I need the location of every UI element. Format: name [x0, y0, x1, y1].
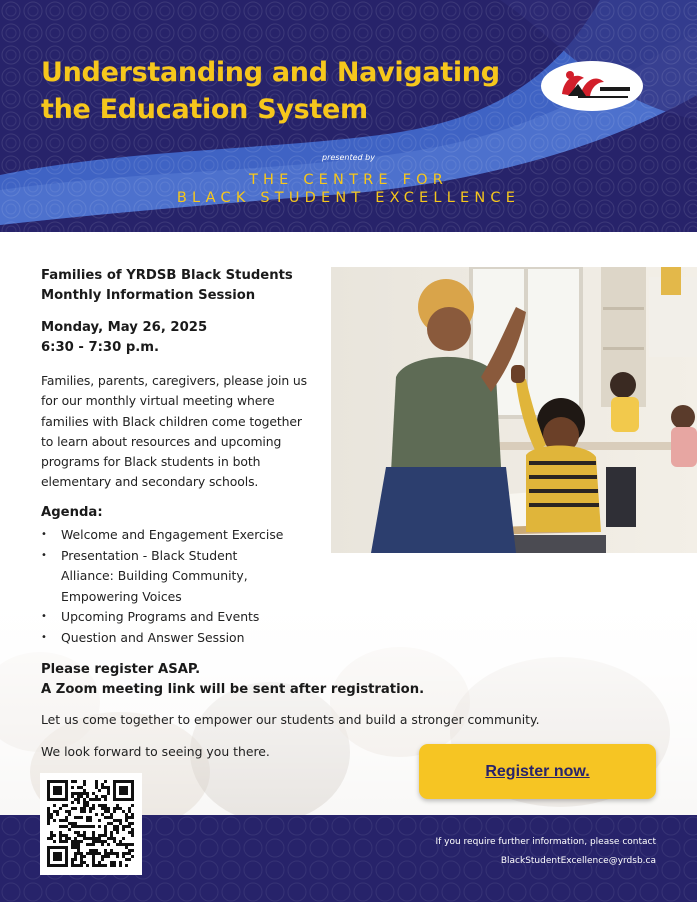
register-notice-line-2: A Zoom meeting link will be sent after registration.	[41, 682, 425, 697]
session-time: 6:30 - 7:30 p.m.	[41, 340, 160, 355]
session-datetime	[41, 318, 331, 358]
centre-name-line-2: BLACK STUDENT EXCELLENCE	[176, 190, 521, 206]
agenda-item	[41, 546, 261, 608]
centre-name-line-1: THE CENTRE FOR	[249, 172, 448, 188]
register-notice-line-1: Please register ASAP.	[41, 662, 201, 677]
agenda-item-text: Presentation - Black Student Alliance: Building Community, Empowering Voices	[61, 547, 248, 604]
register-now-button[interactable]	[419, 744, 656, 799]
register-now-label: Register now.	[485, 762, 590, 780]
community-message: Let us come together to empower our students and build a stronger community.	[41, 712, 540, 727]
title-line-2: the Education System	[41, 94, 368, 125]
title-line-1: Understanding and Navigating	[41, 57, 500, 88]
register-notice	[41, 660, 601, 700]
contact-prompt: If you require further information, please contact	[435, 837, 656, 847]
session-intro: Families, parents, caregivers, please join us for our monthly virtual meeting where families with Black children come together to learn about resources and upcoming programs for Black students in both elementary and secondary schools.	[41, 373, 308, 490]
york-region-board-logo	[540, 60, 644, 112]
presented-by-label: presented by	[322, 153, 375, 162]
session-date: Monday, May 26, 2025	[41, 320, 208, 335]
agenda-list	[41, 525, 331, 648]
contact-info	[435, 833, 656, 871]
agenda-item: • Question and Answer Session	[41, 628, 331, 649]
agenda-item: • Welcome and Engagement Exercise	[41, 525, 331, 546]
session-heading-line-2: Monthly Information Session	[41, 288, 256, 303]
session-heading	[41, 266, 331, 306]
closing-message: We look forward to seeing you there.	[41, 744, 270, 759]
session-heading-line-1: Families of YRDSB Black Students	[41, 268, 293, 283]
contact-email-link[interactable]: BlackStudentExcellence@yrdsb.ca	[500, 856, 656, 866]
header-banner	[0, 0, 697, 232]
classroom-high-five-photo	[331, 267, 697, 553]
agenda-item: • Upcoming Programs and Events	[41, 607, 331, 628]
registration-qr-code[interactable]	[40, 773, 142, 875]
flyer-title	[41, 54, 521, 128]
agenda-title: Agenda:	[41, 505, 103, 520]
